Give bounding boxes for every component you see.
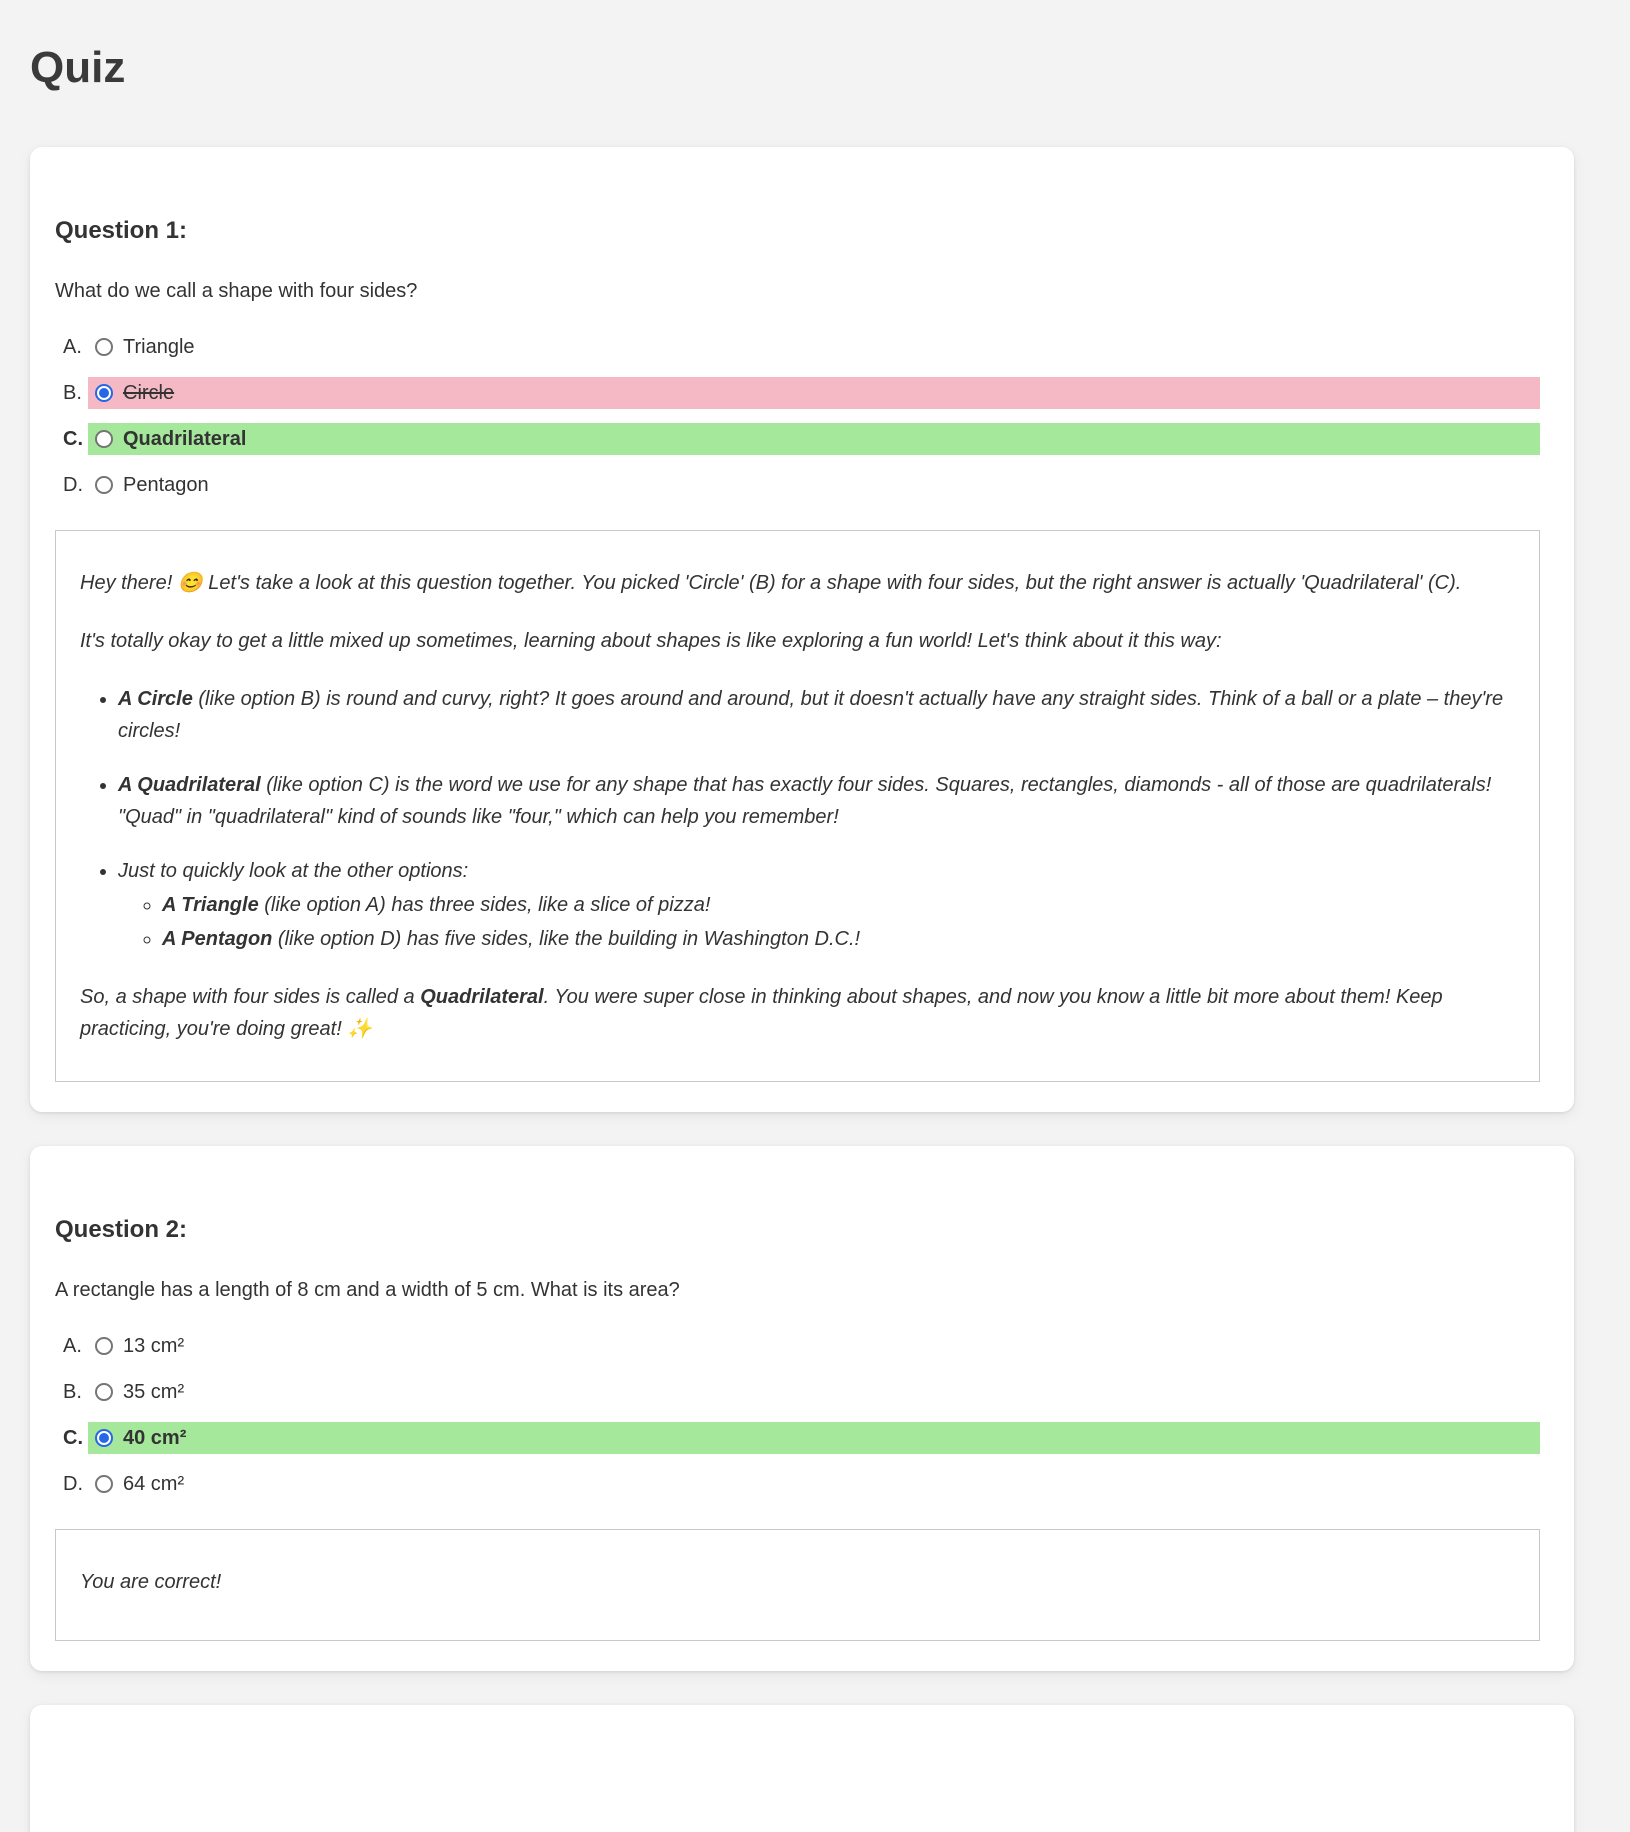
option-letter: B.	[63, 1380, 82, 1403]
option-row-b[interactable]	[55, 370, 1540, 416]
feedback-content: Hey there! 😊 Let's take a look at this question together. You picked 'Circle' (B) for a shape with four sides, but the right answer is actually 'Quadrilateral' (C). It's totally okay to get a little mixed up sometimes, learning about shapes is like exploring a fun world! Let's think about it this way: • A Circle (like option B) is round and curvy, right? It goes around and around, but it doesn't actually have any straight sides. Think of a ball or a plate – they're circles! • A Quadrilateral (like option C) is the word we use for any shape that has exactly four sides. Squares, rectangles, diamonds - all of those are quadrilaterals! "Quad" in "quadrilateral" kind of sounds like "four," which can help you remember! • Just to quickly look at the other options: ◦ A Triangle (like option A) has three sides, like a slice of pizza! ◦ A Pentagon (like option D) has five sides, like the building in Washington D.C.! So, a shape with four sides is called a Quadrilateral. You were super close in thinking about shapes, and now you know a little bit more about them! Keep practicing, you're doing great! ✨	[80, 567, 1515, 1045]
option-label: 35 cm²	[123, 1380, 185, 1403]
radio-button[interactable]	[95, 430, 113, 448]
option-row-a[interactable]	[55, 324, 1540, 370]
options-list	[55, 1323, 1540, 1507]
feedback-box	[55, 1529, 1540, 1641]
option-body	[88, 1422, 1540, 1454]
option-row-c[interactable]	[55, 416, 1540, 462]
option-row-d[interactable]	[55, 1461, 1540, 1507]
option-letter: D.	[63, 473, 83, 496]
quiz-title: Quiz	[30, 43, 126, 92]
option-body	[88, 423, 1540, 455]
question-card-1	[30, 147, 1574, 1112]
radio-button[interactable]	[95, 384, 113, 402]
option-letter: C.	[63, 427, 83, 450]
option-body	[88, 377, 1540, 409]
option-letter: C.	[63, 1426, 83, 1449]
feedback-box	[55, 530, 1540, 1082]
question-heading: Question 2:	[55, 1216, 188, 1243]
options-list	[55, 324, 1540, 508]
option-label: 64 cm²	[123, 1472, 185, 1495]
radio-button[interactable]	[95, 1475, 113, 1493]
option-body	[88, 1468, 1540, 1500]
option-label: 40 cm²	[123, 1426, 187, 1449]
option-row-a[interactable]	[55, 1323, 1540, 1369]
option-body	[88, 331, 1540, 363]
question-card-partial	[30, 1705, 1574, 1832]
radio-button[interactable]	[95, 1383, 113, 1401]
option-row-d[interactable]	[55, 462, 1540, 508]
option-label: Circle	[123, 381, 175, 404]
option-label: 13 cm²	[123, 1334, 185, 1357]
option-letter: A.	[63, 1334, 82, 1357]
option-body	[88, 1376, 1540, 1408]
question-card-2	[30, 1146, 1574, 1671]
radio-button[interactable]	[95, 1429, 113, 1447]
option-letter: B.	[63, 381, 82, 404]
option-label: Pentagon	[123, 473, 209, 496]
radio-button[interactable]	[95, 476, 113, 494]
question-text: A rectangle has a length of 8 cm and a width of 5 cm. What is its area?	[55, 1279, 680, 1301]
option-row-c[interactable]	[55, 1415, 1540, 1461]
option-letter: D.	[63, 1472, 83, 1495]
feedback-content: You are correct!	[80, 1571, 222, 1593]
option-letter: A.	[63, 335, 82, 358]
option-row-b[interactable]	[55, 1369, 1540, 1415]
question-text: What do we call a shape with four sides?	[55, 280, 418, 302]
question-heading: Question 1:	[55, 217, 188, 244]
option-label: Triangle	[123, 335, 195, 358]
radio-button[interactable]	[95, 338, 113, 356]
option-body	[88, 469, 1540, 501]
radio-button[interactable]	[95, 1337, 113, 1355]
option-body	[88, 1330, 1540, 1362]
option-label: Quadrilateral	[123, 427, 247, 450]
